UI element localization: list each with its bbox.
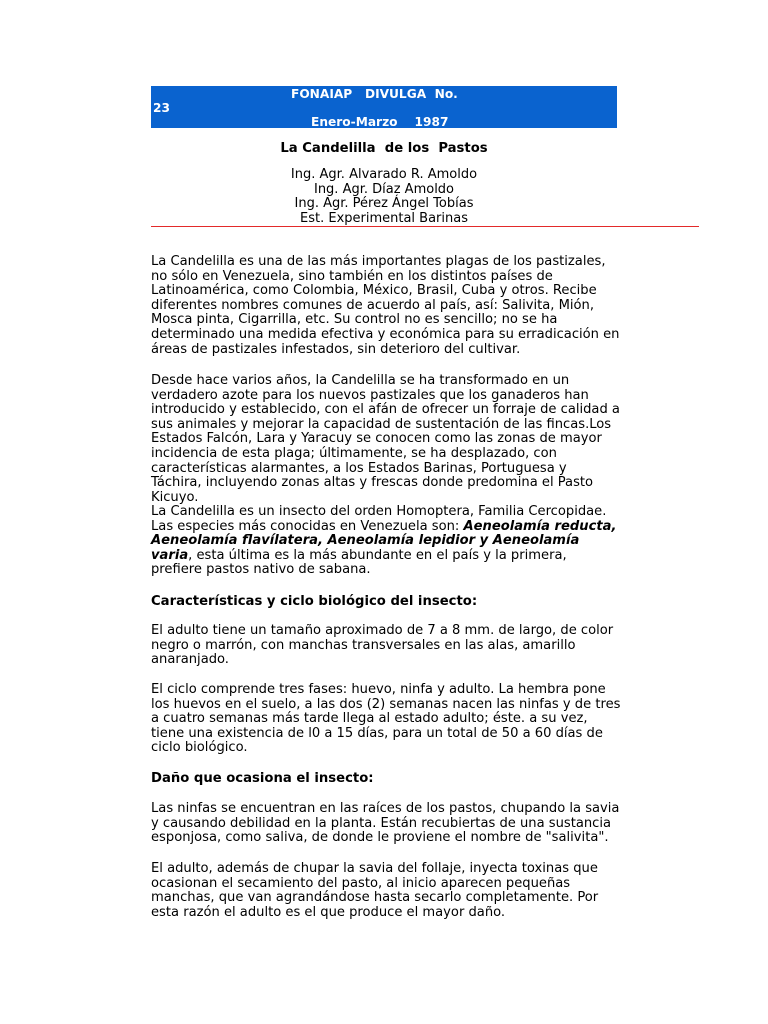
species-names: Aeneolamía reducta, Aeneolamía flavílatera, Aeneolamía lepidior y Aeneolamía varia	[151, 518, 617, 563]
author-line: Est. Experimental Barinas	[300, 210, 468, 226]
paragraph-nymphs: Las ninfas se encuentran en las raíces de los pastos, chupando la savia y causando debilidad en la planta. Están recubiertas de una sustancia esponjosa, como saliva, de donde le proviene el nombre de "salivita".	[151, 801, 620, 846]
author-line: Ing. Agr. Díaz Amoldo	[313, 181, 455, 197]
banner-title: FONAIAP DIVULGA No.	[291, 87, 458, 101]
header-banner	[151, 86, 617, 128]
paragraph-intro: La Candelilla es una de las más importantes plagas de los pastizales, no sólo en Venezuela, sino también en los distintos países de Latinoamérica, como Colombia, México, Brasil, Cuba y otros. Recibe diferentes nombres comunes de acuerdo al país, así: Salivita, Mión, Mosca pinta, Cigarrilla, etc. Su control no es sencillo; no se ha determinado una medida efectiva y económica para su erradicación en áreas de pastizales infestados, sin deterioro del cultivar.	[151, 254, 620, 357]
banner-date: Enero-Marzo 1987	[311, 115, 449, 129]
heading-biological-cycle: Características y ciclo biológico del insecto:	[151, 594, 478, 609]
author-list	[151, 168, 617, 226]
author-line: Ing. Agr. Alvarado R. Amoldo	[290, 167, 478, 182]
taxonomy-text: La Candelilla es un insecto del orden Homoptera, Familia Cercopidae. Las especies más conocidas en Venezuela son:	[151, 504, 607, 534]
paragraph-taxonomy	[151, 505, 621, 578]
paragraph-history: Desde hace varios años, la Candelilla se ha transformado en un verdadero azote para los nuevos pastizales que los ganaderos han introducido y establecido, con el afán de ofrecer un forraje de calidad a sus animales y mejorar la capacidad de sustentación de las fincas.Los Estados Falcón, Lara y Yaracuy se conocen como las zonas de mayor incidencia de esta plaga; últimamente, se ha desplazado, con características alarmantes, a los Estados Barinas, Portuguesa y Táchira, incluyendo zonas altas y frescas donde predomina el Pasto Kicuyo.	[151, 373, 620, 505]
paragraph-adult-damage: El adulto, además de chupar la savia del follaje, inyecta toxinas que ocasionan el secamiento del pasto, al inicio aparecen pequeñas manchas, que van agrandándose hasta secarlo completamente. Por esta razón el adulto es el que produce el mayor daño.	[151, 861, 599, 920]
document-title: La Candelilla de los Pastos	[280, 141, 488, 156]
heading-damage: Daño que ocasiona el insecto:	[151, 771, 374, 786]
header-divider	[151, 226, 699, 227]
taxonomy-text-end: , esta última es la más abundante en el país y la primera, prefiere pastos nativo de sabana.	[151, 547, 567, 578]
paragraph-adult-description: El adulto tiene un tamaño aproximado de 7 a 8 mm. de largo, de color negro o marrón, con manchas transversales en las alas, amarillo anaranjado.	[151, 623, 614, 668]
paragraph-cycle: El ciclo comprende tres fases: huevo, ninfa y adulto. La hembra pone los huevos en el suelo, a las dos (2) semanas nacen las ninfas y de tres a cuatro semanas más tarde llega al estado adulto; éste. a su vez, tiene una existencia de l0 a 15 días, para un total de 50 a 60 días de ciclo biológico.	[151, 682, 621, 756]
banner-issue-number: 23	[153, 101, 170, 115]
author-line: Ing. Agr. Pérez Ángel Tobías	[294, 196, 474, 211]
